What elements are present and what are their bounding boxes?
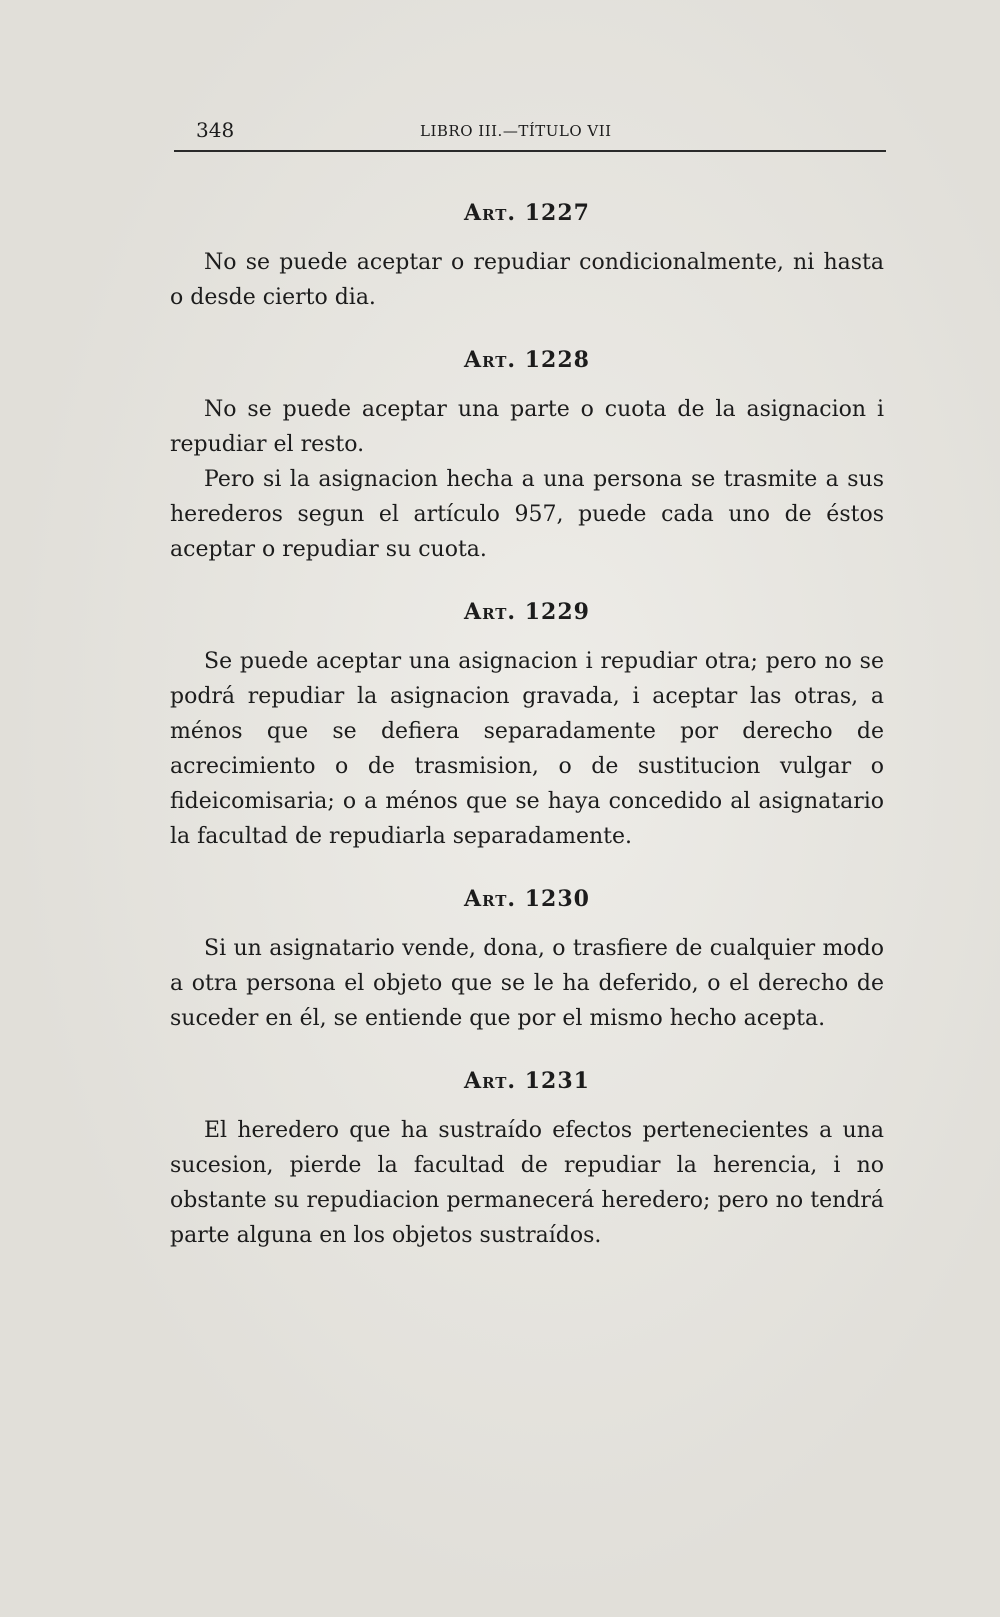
article-paragraph: Si un asignatario vende, dona, o trasfiere de cualquier modo a otra persona el objeto que se le ha deferido, o el derecho de suceder en él, se entiende que por el mismo hecho acepta. bbox=[170, 936, 884, 1031]
article-1227 bbox=[170, 196, 884, 315]
article-title: Art. 1228 bbox=[464, 347, 590, 373]
article-paragraph: No se puede aceptar o repudiar condicionalmente, ni hasta o desde cierto dia. bbox=[170, 250, 884, 310]
article-1229 bbox=[170, 595, 884, 854]
article-1231 bbox=[170, 1064, 884, 1253]
article-title: Art. 1229 bbox=[464, 599, 590, 625]
article-paragraph: El heredero que ha sustraído efectos pertenecientes a una sucesion, pierde la facultad de repudiar la herencia, i no obstante su repudiacion permanecerá heredero; pero no tendrá parte alguna en los objetos sustraídos. bbox=[170, 1118, 884, 1248]
article-paragraph: Pero si la asignacion hecha a una persona se trasmite a sus herederos segun el artículo 957, puede cada uno de éstos aceptar o repudiar su cuota. bbox=[170, 467, 884, 562]
article-title: Art. 1227 bbox=[464, 200, 590, 226]
page-number: 348 bbox=[196, 118, 235, 142]
running-title: LIBRO III.—TÍTULO VII bbox=[420, 122, 612, 140]
article-paragraph: No se puede aceptar una parte o cuota de la asignacion i repudiar el resto. bbox=[170, 397, 884, 457]
page-header bbox=[174, 114, 886, 152]
article-1230 bbox=[170, 882, 884, 1036]
page-body bbox=[170, 196, 884, 1253]
article-1228 bbox=[170, 343, 884, 567]
article-title: Art. 1231 bbox=[464, 1068, 590, 1094]
article-paragraph: Se puede aceptar una asignacion i repudiar otra; pero no se podrá repudiar la asignacion gravada, i aceptar las otras, a ménos que se defiera separadamente por derecho de acrecimiento o de trasmision, o de sustitucion vulgar o fideicomisaria; o a ménos que se haya concedido al asignatario la facultad de repudiarla separadamente. bbox=[170, 649, 884, 849]
article-title: Art. 1230 bbox=[464, 886, 590, 912]
